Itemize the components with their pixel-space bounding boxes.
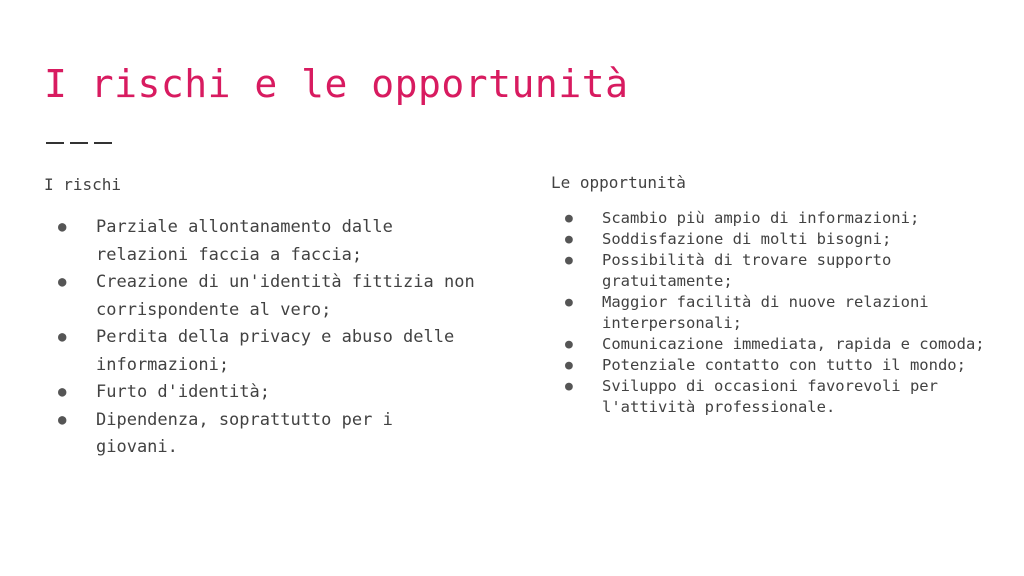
list-item-text: Sviluppo di occasioni favorevoli per l'attività professionale.: [602, 377, 938, 416]
list-item: [44, 269, 484, 324]
risks-list: [44, 214, 484, 462]
risks-heading: I rischi: [44, 175, 122, 194]
opportunities-list: [551, 208, 991, 418]
bullet-icon: ●: [58, 411, 67, 428]
list-item: [44, 379, 484, 407]
list-item: [44, 214, 484, 269]
list-item-text: Comunicazione immediata, rapida e comoda;: [602, 335, 985, 353]
bullet-icon: ●: [565, 253, 573, 268]
list-item-text: Perdita della privacy e abuso delle informazioni;: [96, 327, 455, 375]
list-item-text: Maggior facilità di nuove relazioni interpersonali;: [602, 293, 929, 332]
risks-column: [44, 175, 484, 462]
list-item-text: Possibilità di trovare supporto gratuitamente;: [602, 251, 892, 290]
list-item-text: Creazione di un'identità fittizia non corrispondente al vero;: [96, 272, 475, 320]
list-item: [44, 407, 484, 462]
bullet-icon: ●: [565, 232, 573, 247]
list-item: [551, 250, 991, 292]
list-item: [551, 376, 991, 418]
bullet-icon: ●: [58, 384, 67, 400]
bullet-icon: ●: [565, 211, 573, 226]
bullet-icon: ●: [58, 329, 67, 345]
list-item-text: Dipendenza, soprattutto per i giovani.: [96, 409, 393, 457]
slide-title: I rischi e le opportunità: [44, 62, 629, 106]
list-item: [551, 355, 991, 376]
bullet-icon: ●: [565, 295, 573, 310]
list-item: [551, 292, 991, 334]
list-item: [551, 208, 991, 229]
list-item-text: Furto d'identità;: [96, 382, 270, 402]
list-item-text: Potenziale contatto con tutto il mondo;: [602, 356, 966, 374]
opportunities-column: [551, 173, 991, 418]
list-item-text: Parziale allontanamento dalle relazioni faccia a faccia;: [96, 217, 393, 265]
bullet-icon: ●: [58, 219, 67, 235]
bullet-icon: ●: [58, 274, 67, 290]
list-item: [551, 229, 991, 250]
title-underline-divider: [46, 142, 112, 144]
bullet-icon: ●: [565, 337, 573, 352]
list-item: [551, 334, 991, 355]
bullet-icon: ●: [565, 358, 573, 373]
opportunities-heading: Le opportunità: [551, 173, 686, 192]
list-item-text: Scambio più ampio di informazioni;: [602, 209, 920, 227]
list-item: [44, 324, 484, 379]
list-item-text: Soddisfazione di molti bisogni;: [602, 230, 892, 248]
bullet-icon: ●: [565, 379, 573, 394]
